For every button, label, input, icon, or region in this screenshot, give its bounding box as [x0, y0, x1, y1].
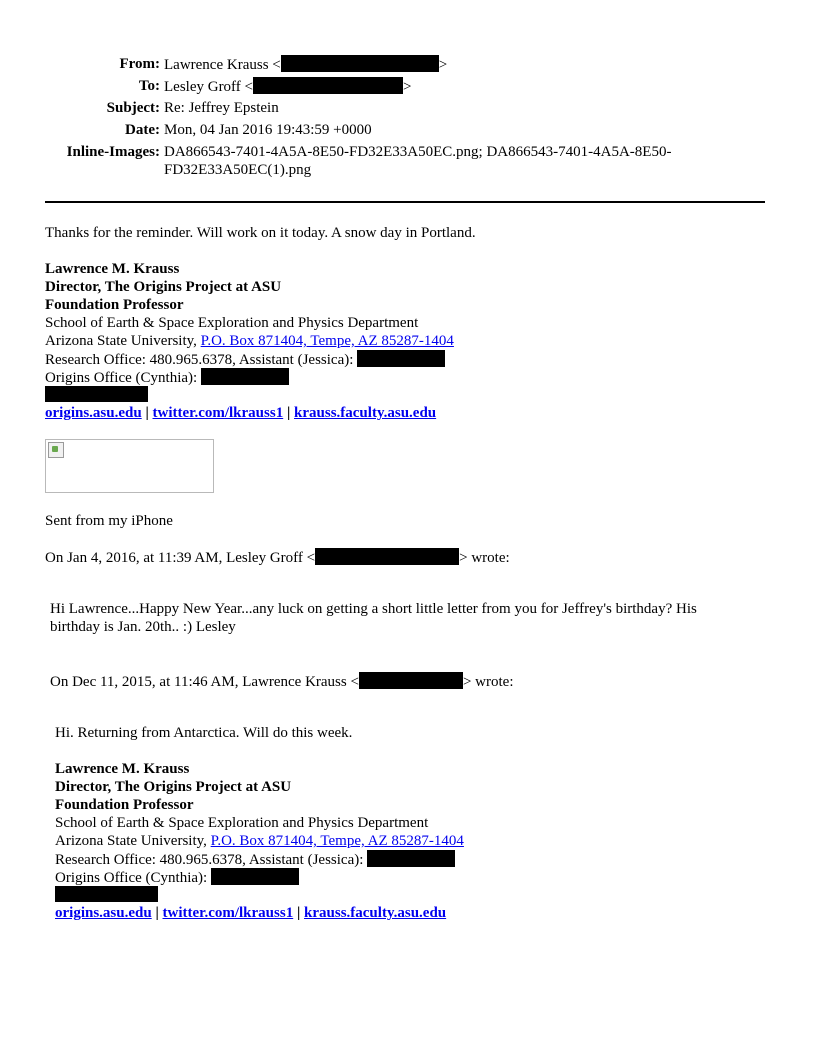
address-link[interactable]: P.O. Box 871404, Tempe, AZ 85287-1404: [200, 333, 454, 349]
signature-department: School of Earth & Space Exploration and Physics Department: [45, 315, 419, 331]
subject-label: Subject:: [106, 100, 160, 116]
attribution-wrote: > wrote:: [459, 550, 510, 566]
attribution-text: On Jan 4, 2016, at 11:39 AM, Lesley Groff <: [45, 550, 316, 566]
signature-research-office: [45, 350, 445, 369]
research-office-text: Research Office: 480.965.6378, Assistant (Jessica):: [55, 852, 368, 868]
redaction-bar: [357, 350, 445, 367]
date-value: Mon, 04 Jan 2016 19:43:59 +0000: [164, 122, 372, 138]
from-value: [164, 55, 447, 74]
quote2-body: Hi. Returning from Antarctica. Will do this week.: [55, 725, 353, 741]
quote1-attribution: [45, 548, 510, 567]
research-office-text: Research Office: 480.965.6378, Assistant (Jessica):: [45, 352, 358, 368]
signature-address: [55, 832, 464, 850]
origins-link[interactable]: origins.asu.edu: [45, 405, 142, 421]
from-label: From:: [119, 56, 160, 72]
link-separator: |: [141, 405, 153, 421]
twitter-link[interactable]: twitter.com/lkrauss1: [162, 905, 294, 921]
attribution-wrote: > wrote:: [462, 674, 514, 690]
redaction-bar: [211, 868, 299, 885]
signature-origins-office: [55, 868, 299, 887]
signature-name: Lawrence M. Krauss: [45, 261, 180, 277]
address-link[interactable]: P.O. Box 871404, Tempe, AZ 85287-1404: [210, 833, 464, 849]
redaction-bar: [281, 55, 439, 72]
origins-link[interactable]: origins.asu.edu: [55, 905, 152, 921]
from-name: Lawrence Krauss <: [164, 57, 281, 73]
subject-value: Re: Jeffrey Epstein: [164, 100, 279, 116]
quote1-line1: Hi Lawrence...Happy New Year...any luck on getting a short little letter from you for Jeffrey's birthday? His: [50, 601, 697, 617]
link-separator: |: [151, 905, 163, 921]
inline-images-line1: DA866543-7401-4A5A-8E50-FD32E33A50EC.png; DA866543-7401-4A5A-8E50-: [164, 144, 672, 160]
redaction-bar: [367, 850, 455, 867]
signature-links: [45, 404, 436, 422]
to-label: To:: [138, 78, 160, 94]
inline-images-line2: FD32E33A50EC(1).png: [164, 162, 312, 178]
signature-title-director: Director, The Origins Project at ASU: [45, 279, 282, 295]
broken-image-icon: [48, 442, 64, 458]
date-label: Date:: [125, 122, 160, 138]
attribution-text: On Dec 11, 2015, at 11:46 AM, Lawrence Krauss <: [50, 674, 359, 690]
quote1-line2: birthday is Jan. 20th.. :) Lesley: [50, 619, 236, 635]
signature-title-director: Director, The Origins Project at ASU: [55, 779, 292, 795]
redaction-bar: [359, 672, 463, 689]
quote2-attribution: [50, 672, 513, 691]
signature-title-professor: Foundation Professor: [45, 297, 184, 313]
signature-name: Lawrence M. Krauss: [55, 761, 190, 777]
signature-links: [55, 904, 446, 922]
redaction-bar: [201, 368, 289, 385]
signature-title-professor: Foundation Professor: [55, 797, 194, 813]
to-close: >: [403, 79, 412, 95]
link-separator: |: [293, 905, 305, 921]
inline-images-label: Inline-Images:: [66, 144, 160, 160]
redaction-bar: [253, 77, 403, 94]
faculty-link[interactable]: krauss.faculty.asu.edu: [294, 405, 437, 421]
from-close: >: [438, 57, 448, 73]
sent-from: Sent from my iPhone: [45, 513, 173, 529]
reply-body: Thanks for the reminder. Will work on it today. A snow day in Portland.: [45, 225, 476, 241]
twitter-link[interactable]: twitter.com/lkrauss1: [152, 405, 284, 421]
faculty-link[interactable]: krauss.faculty.asu.edu: [304, 905, 447, 921]
redaction-bar: [45, 386, 148, 402]
signature-research-office: [55, 850, 455, 869]
redaction-bar: [55, 886, 158, 902]
signature-department: School of Earth & Space Exploration and Physics Department: [55, 815, 429, 831]
origins-office-text: Origins Office (Cynthia):: [45, 370, 201, 386]
university-text: Arizona State University,: [55, 833, 211, 849]
to-name: Lesley Groff <: [164, 79, 253, 95]
inline-image: [45, 439, 214, 493]
to-value: [164, 77, 411, 96]
redaction-bar: [315, 548, 459, 565]
signature-address: [45, 332, 454, 350]
header-divider: [45, 201, 765, 203]
link-separator: |: [283, 405, 295, 421]
university-text: Arizona State University,: [45, 333, 201, 349]
origins-office-text: Origins Office (Cynthia):: [55, 870, 211, 886]
signature-origins-office: [45, 368, 289, 387]
